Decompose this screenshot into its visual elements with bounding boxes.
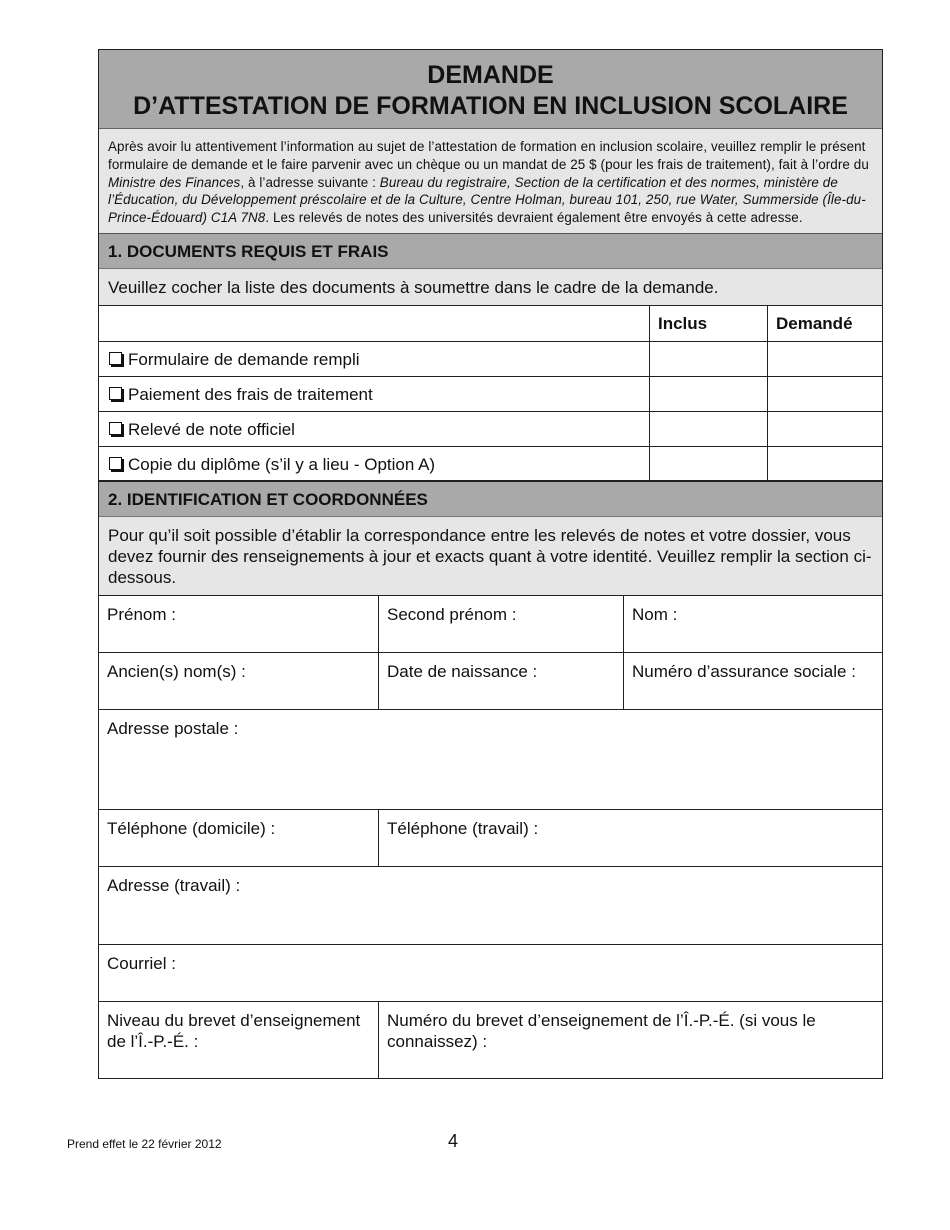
effective-date: Prend effet le 22 février 2012 xyxy=(67,1137,222,1151)
title-line-1: DEMANDE xyxy=(427,61,554,89)
form-title xyxy=(99,50,882,129)
included-cell[interactable] xyxy=(649,447,767,480)
former-names-field[interactable]: Ancien(s) nom(s) : xyxy=(107,661,246,681)
document-label: Paiement des frais de traitement xyxy=(128,384,373,404)
included-cell[interactable] xyxy=(649,412,767,446)
intro-text xyxy=(99,129,882,234)
application-form xyxy=(98,49,883,1079)
middle-name-field[interactable]: Second prénom : xyxy=(378,596,623,652)
certificate-level-field[interactable]: Niveau du brevet d’enseignement de l’Î.-P.-É. : xyxy=(107,1010,361,1051)
document-label: Formulaire de demande rempli xyxy=(128,349,360,369)
sin-field[interactable]: Numéro d’assurance sociale : xyxy=(623,653,881,709)
documents-header-blank xyxy=(99,306,649,341)
checkbox-icon[interactable] xyxy=(109,352,122,365)
checkbox-icon[interactable] xyxy=(109,457,122,470)
requested-cell[interactable] xyxy=(767,412,881,446)
document-label: Relevé de note officiel xyxy=(128,419,295,439)
work-address-row xyxy=(99,867,882,945)
mailing-address-field[interactable]: Adresse postale : xyxy=(107,718,239,738)
requested-cell[interactable] xyxy=(767,342,881,376)
document-row xyxy=(99,412,882,447)
email-row xyxy=(99,945,882,1002)
col-included-header: Inclus xyxy=(649,306,767,341)
page-number: 4 xyxy=(448,1131,459,1151)
document-row xyxy=(99,342,882,377)
birth-date-field[interactable]: Date de naissance : xyxy=(378,653,623,709)
intro-address: Bureau du registraire, Section de la certification et des normes, ministère de l’Éducation, du Développement préscolaire et de la Culture, Centre Holman, bureau 101, 250, rue Water, Summerside (Île-du-Prince-Édouard) C1A 7N8 xyxy=(108,174,866,226)
identity-row-2 xyxy=(99,653,882,710)
phone-row xyxy=(99,810,882,867)
work-address-field[interactable]: Adresse (travail) : xyxy=(107,875,241,895)
email-field[interactable]: Courriel : xyxy=(107,953,176,973)
section-1-heading: 1. DOCUMENTS REQUIS ET FRAIS xyxy=(99,234,882,269)
identity-row-1 xyxy=(99,596,882,653)
title-line-2: D’ATTESTATION DE FORMATION EN INCLUSION SCOLAIRE xyxy=(133,92,848,120)
checkbox-icon[interactable] xyxy=(109,387,122,400)
checkbox-icon[interactable] xyxy=(109,422,122,435)
first-name-field[interactable]: Prénom : xyxy=(107,604,176,624)
section-2-heading: 2. IDENTIFICATION ET COORDONNÉES xyxy=(99,482,882,517)
document-item[interactable] xyxy=(99,342,649,376)
intro-payee: Ministre des Finances xyxy=(108,174,241,190)
document-label: Copie du diplôme (s’il y a lieu - Option A) xyxy=(128,454,436,474)
document-row xyxy=(99,377,882,412)
certificate-number-field[interactable]: Numéro du brevet d’enseignement de l’Î.-P.-É. (si vous le connaissez) : xyxy=(378,1002,882,1078)
included-cell[interactable] xyxy=(649,377,767,411)
col-requested-header: Demandé xyxy=(767,306,881,341)
requested-cell[interactable] xyxy=(767,377,881,411)
certificate-row xyxy=(99,1002,882,1078)
intro-part-2: , à l’adresse suivante : xyxy=(240,174,380,190)
last-name-field[interactable]: Nom : xyxy=(623,596,881,652)
document-row xyxy=(99,447,882,482)
documents-header-row xyxy=(99,306,882,342)
section-1-note: Veuillez cocher la liste des documents à soumettre dans le cadre de la demande. xyxy=(99,269,882,306)
included-cell[interactable] xyxy=(649,342,767,376)
phone-work-field[interactable]: Téléphone (travail) : xyxy=(378,810,882,866)
requested-cell[interactable] xyxy=(767,447,881,480)
intro-part-1: Après avoir lu attentivement l’information au sujet de l’attestation de formation en inclusion scolaire, veuillez remplir le présent formulaire de demande et le faire parvenir avec un chèque ou un mandat de 25 $ (pour les frais de traitement), fait à l’ordre du xyxy=(108,139,869,172)
document-item[interactable] xyxy=(99,412,649,446)
section-2-note: Pour qu’il soit possible d’établir la correspondance entre les relevés de notes et votre dossier, vous devez fournir des renseignements à jour et exacts quant à votre identité. Veuillez remplir la section ci-dessous. xyxy=(99,517,882,596)
mailing-address-row xyxy=(99,710,882,810)
document-item[interactable] xyxy=(99,447,649,480)
document-item[interactable] xyxy=(99,377,649,411)
intro-part-3: . Les relevés de notes des universités devraient également être envoyés à cette adresse. xyxy=(265,210,803,226)
phone-home-field[interactable]: Téléphone (domicile) : xyxy=(107,818,276,838)
